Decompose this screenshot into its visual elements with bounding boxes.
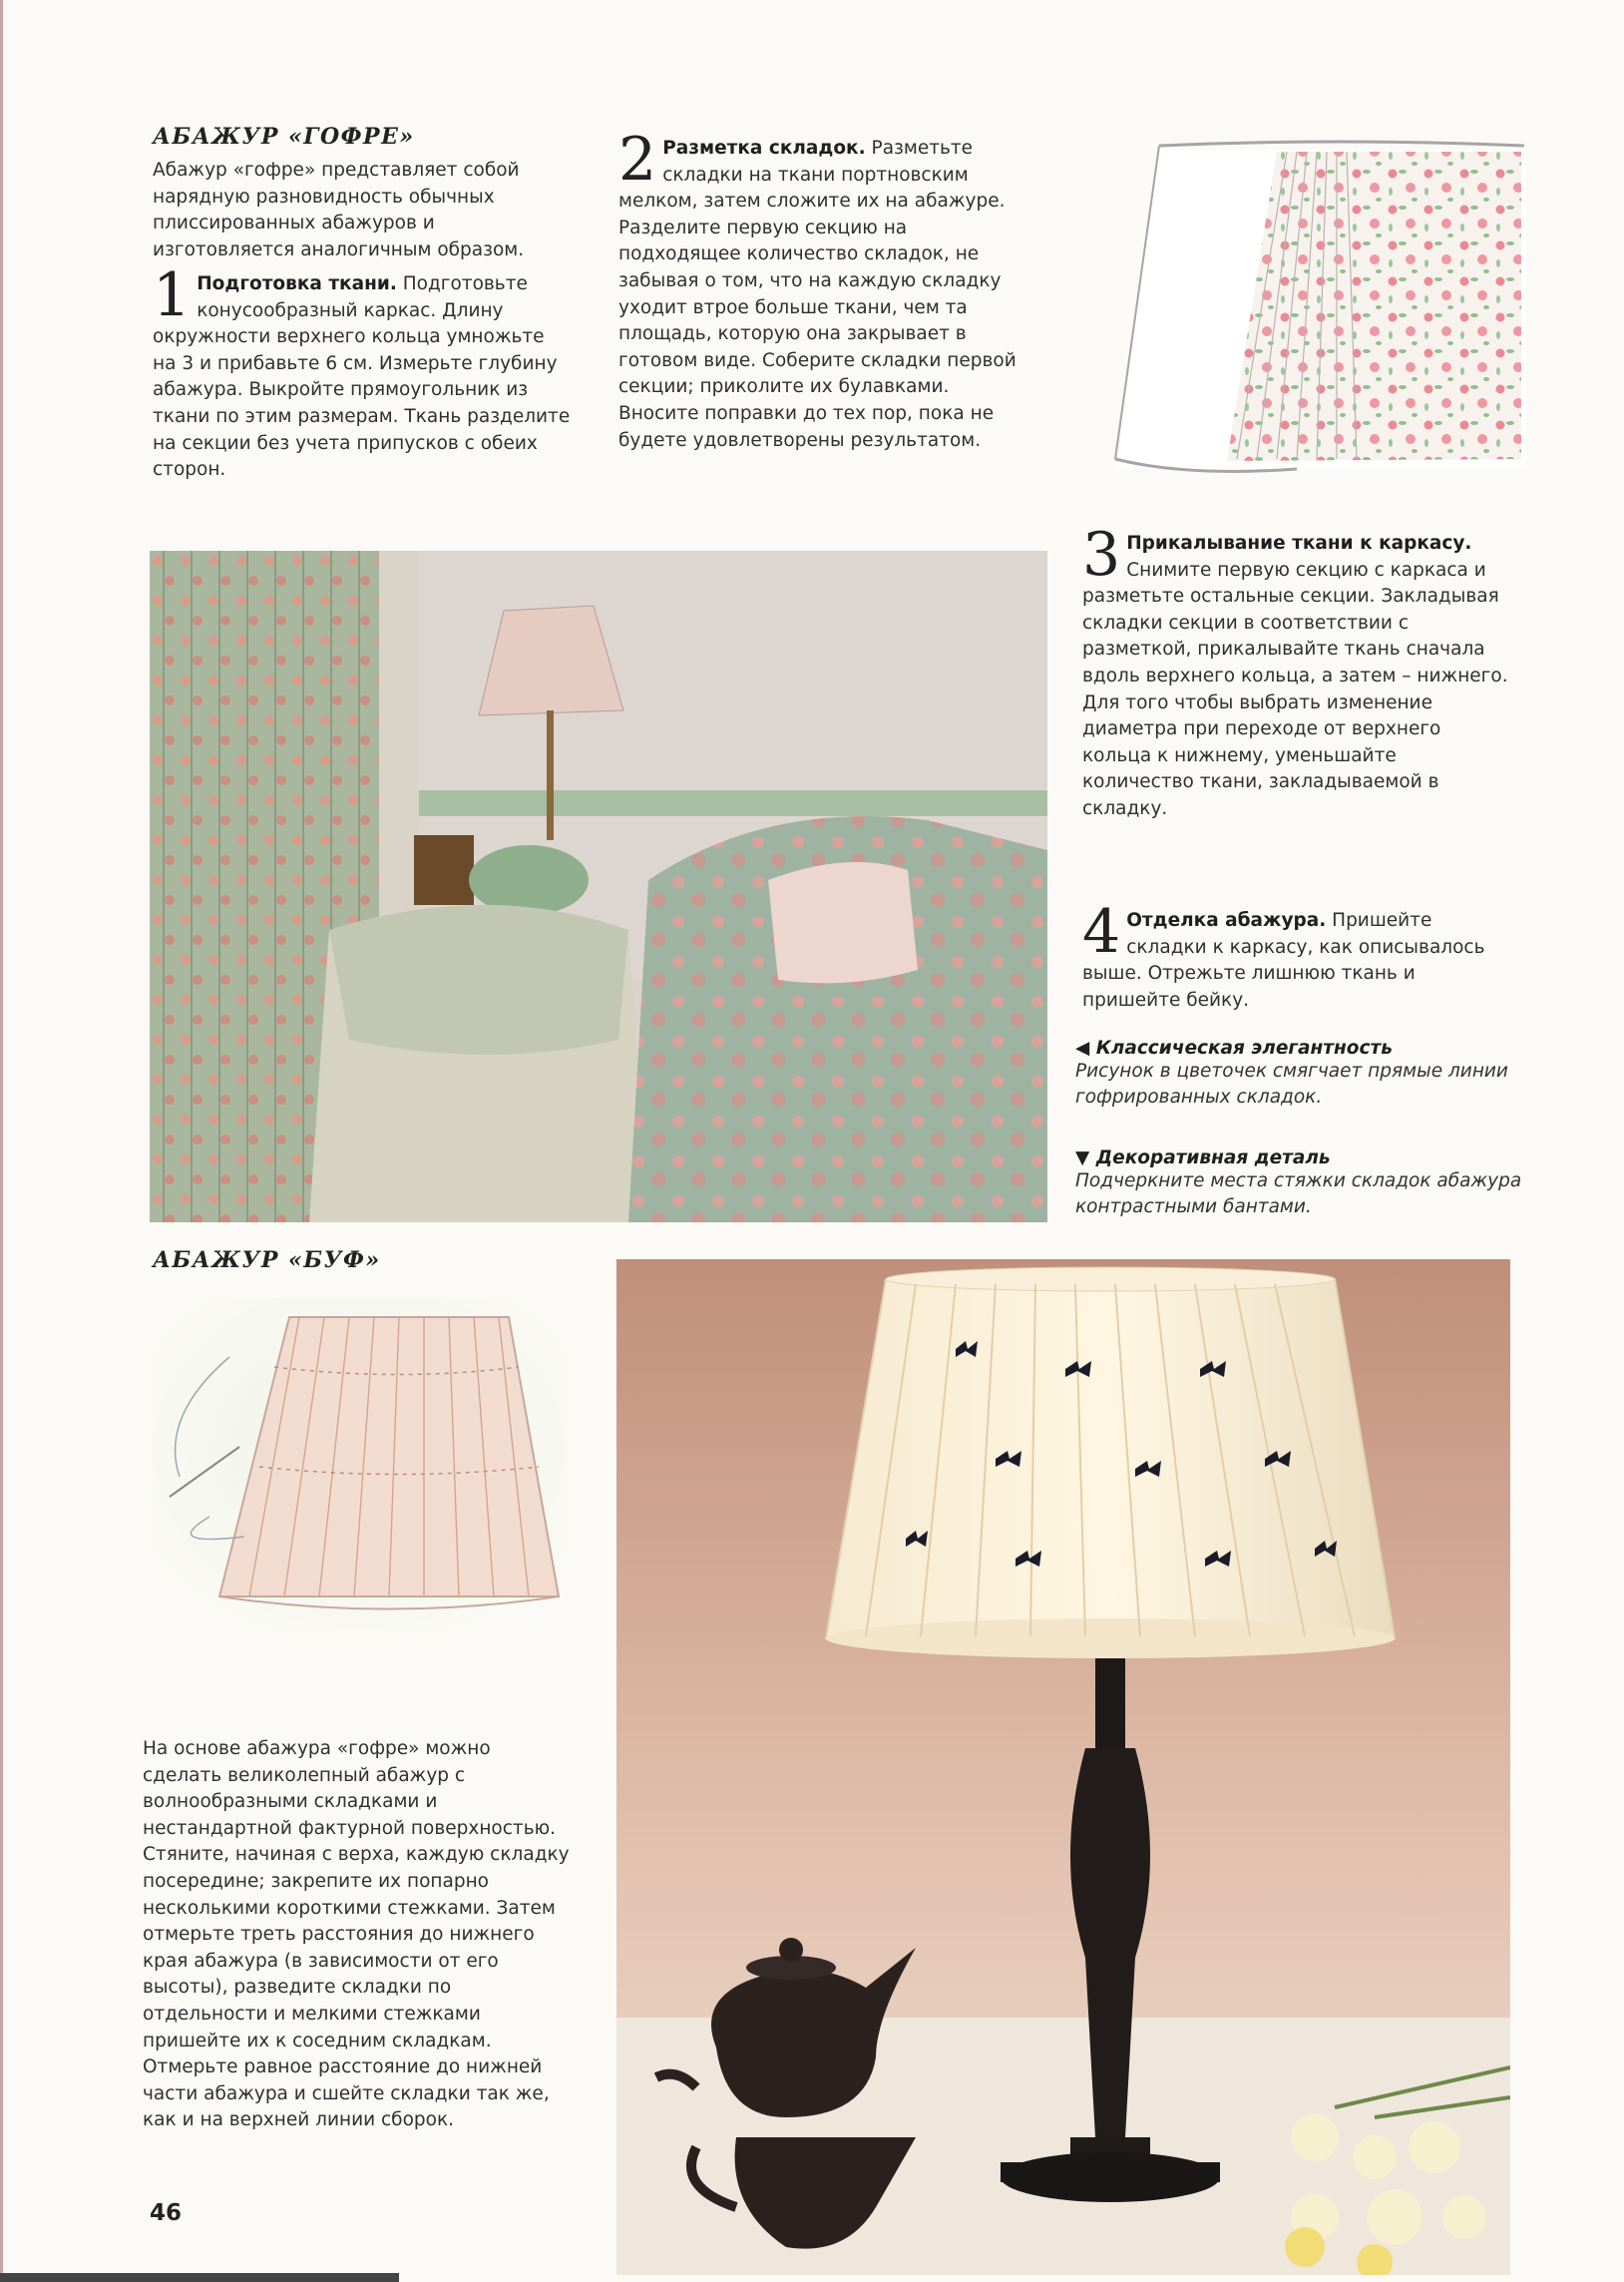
caption-2-title: Декоративная деталь xyxy=(1095,1147,1331,1168)
caption-marker-down: ▼ xyxy=(1075,1147,1090,1168)
caption-classic-elegance xyxy=(1075,1038,1524,1111)
step-2-text: Разметьте складки на ткани портновским мелком, затем сложите их на абажуре. Разделите первую секцию на подходящее количество складок, не забывая о том, что на каждую складку уходит втрое больше ткани, чем та площадь, которую она закрывает в готовом виде. Соберите складки первой секции; приколите их булавками. Вносите поправки до тех пор, пока не будете удовлетворены результатом. xyxy=(618,138,1016,451)
step-3-title: Прикалывание ткани к каркасу. xyxy=(1126,533,1472,554)
step-3 xyxy=(1082,520,1513,823)
left-edge-accent xyxy=(0,0,3,2282)
step-2-number: 2 xyxy=(618,125,657,195)
step-4 xyxy=(1082,897,1513,1014)
step-2-title: Разметка складок. xyxy=(662,138,866,159)
caption-decorative-detail xyxy=(1075,1147,1524,1220)
step-4-text: Пришейте складки к каркасу, как описывалось выше. Отрежьте лишнюю ткань и пришейте бейку. xyxy=(1082,910,1485,1011)
buf-body-text: На основе абажура «гофре» можно сделать великолепный абажур с волнообразными складками и нестандартной фактурной поверхностью. Стяните, начиная с верха, каждую складку посередине; закрепите их попарно несколькими короткими стежками. Затем отмерьте треть расстояния до нижнего края абажура (в зависимости от его высоты), разведите складки по отдельности и мелкими стежками пришейте их к соседним складкам. Отмерьте равное расстояние до нижней части абажура и сшейте складки так же, как и на верхней линии сборок. xyxy=(143,1738,570,2131)
step-1-title: Подготовка ткани. xyxy=(197,273,397,294)
step-4-number: 4 xyxy=(1082,897,1121,967)
section-title-buf: АБАЖУР «БУФ» xyxy=(153,1247,381,1273)
caption-1-text: Рисунок в цветочек смягчает прямые линии гофрированных складок. xyxy=(1075,1061,1508,1108)
caption-1-title: Классическая элегантность xyxy=(1095,1038,1393,1059)
intro-text: Абажур «гофре» представляет собой нарядную разновидность обычных плиссированных абажуров и изготовляется аналогичным образом. xyxy=(153,160,525,260)
lamp-with-bows-photo xyxy=(616,1259,1510,2275)
step-1 xyxy=(153,260,572,484)
page-number: 46 xyxy=(150,2200,183,2226)
room-lamp-photo xyxy=(150,551,1047,1222)
step-3-text: Снимите первую секцию с каркаса и разметьте остальные секции. Закладывая складки секции в соответствии с разметкой, прикалывайте ткань сначала вдоль верхнего кольца, а затем – нижнего. Для того чтобы выбрать изменение диаметра при переходе от верхнего кольца к нижнему, уменьшайте количество ткани, закладываемой в складку. xyxy=(1082,559,1508,819)
section-title-gofre: АБАЖУР «ГОФРЕ» xyxy=(153,124,415,150)
step-1-number: 1 xyxy=(153,260,192,330)
step-2 xyxy=(618,125,1027,454)
caption-2-text: Подчеркните места стяжки складок абажура контрастными бантами. xyxy=(1075,1170,1522,1217)
smocking-diagram-illustration xyxy=(150,1297,569,1636)
step-1-text: Подготовьте конусообразный каркас. Длину окружности верхнего кольца умножьте на 3 и прибавьте 6 см. Измерьте глубину абажура. Выкройте прямоугольник из ткани по этим размерам. Ткань разделите на секции без учета припусков с обеих сторон. xyxy=(153,273,571,481)
caption-marker-left: ◀ xyxy=(1075,1038,1090,1059)
step-3-number: 3 xyxy=(1082,520,1121,590)
bottom-edge-bar xyxy=(0,2273,399,2282)
pleating-diagram-illustration xyxy=(1097,130,1526,489)
step-4-title: Отделка абажура. xyxy=(1126,910,1327,931)
